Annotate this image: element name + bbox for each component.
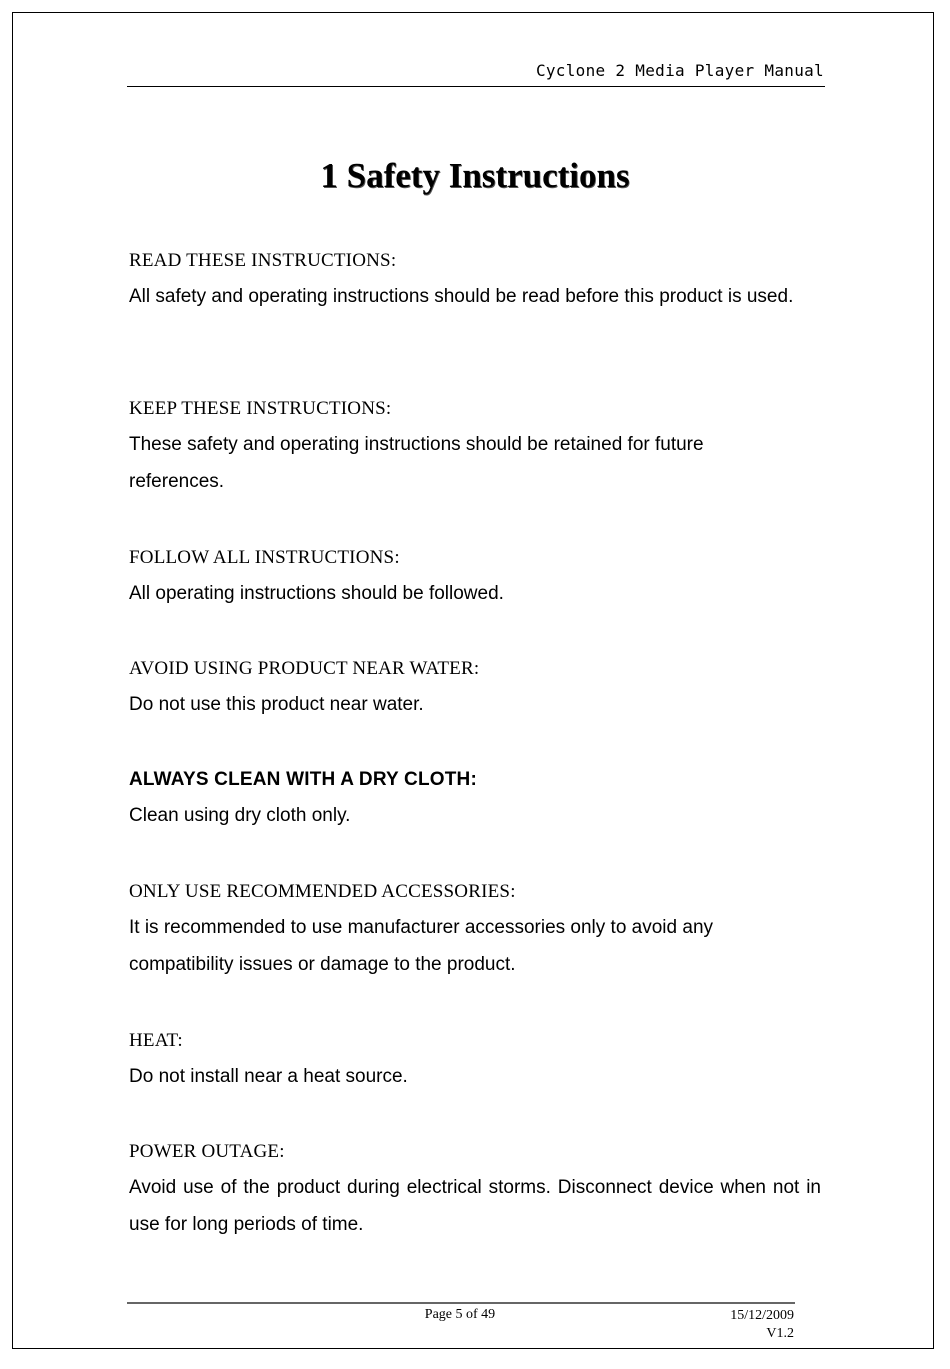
footer-rule bbox=[127, 1302, 795, 1304]
section-body: Do not install near a heat source. bbox=[129, 1066, 408, 1087]
section-body: It is recommended to use manufacturer accessories only to avoid any compatibility issues or damage to the product. bbox=[129, 917, 714, 975]
running-header: Cyclone 2 Media Player Manual bbox=[535, 61, 824, 80]
section-heading: ONLY USE RECOMMENDED ACCESSORIES: bbox=[129, 881, 516, 902]
footer-date: 15/12/2009 bbox=[730, 1308, 794, 1323]
header-rule bbox=[127, 86, 825, 87]
section-heading: POWER OUTAGE: bbox=[129, 1141, 285, 1162]
section-recommended-accessories bbox=[129, 877, 769, 983]
section-body: Clean using dry cloth only. bbox=[129, 805, 351, 826]
section-body: Do not use this product near water. bbox=[129, 694, 424, 715]
section-avoid-water bbox=[129, 654, 821, 723]
section-body: All safety and operating instructions should be read before this product is used. bbox=[129, 286, 794, 307]
page-title: 1 Safety Instructions bbox=[320, 156, 630, 195]
footer-date-version bbox=[730, 1307, 794, 1343]
section-body: Avoid use of the product during electrical storms. Disconnect device when not in use for long periods of time. bbox=[129, 1177, 821, 1235]
section-body: All operating instructions should be followed. bbox=[129, 583, 504, 604]
section-heading: ALWAYS CLEAN WITH A DRY CLOTH: bbox=[129, 769, 477, 790]
section-heading: READ THESE INSTRUCTIONS: bbox=[129, 250, 397, 271]
section-follow-instructions bbox=[129, 543, 821, 612]
section-power-outage bbox=[129, 1137, 821, 1243]
section-heading: FOLLOW ALL INSTRUCTIONS: bbox=[129, 547, 400, 568]
section-keep-instructions bbox=[129, 394, 769, 500]
section-heading: HEAT: bbox=[129, 1030, 183, 1051]
section-body: These safety and operating instructions should be retained for future references. bbox=[129, 434, 704, 492]
section-dry-cloth bbox=[129, 765, 821, 834]
section-heading: KEEP THESE INSTRUCTIONS: bbox=[129, 398, 392, 419]
section-heading: AVOID USING PRODUCT NEAR WATER: bbox=[129, 658, 480, 679]
footer-version: V1.2 bbox=[766, 1326, 794, 1341]
page-number: Page 5 of 49 bbox=[424, 1307, 496, 1322]
section-heat bbox=[129, 1026, 821, 1095]
section-read-instructions bbox=[129, 246, 799, 315]
